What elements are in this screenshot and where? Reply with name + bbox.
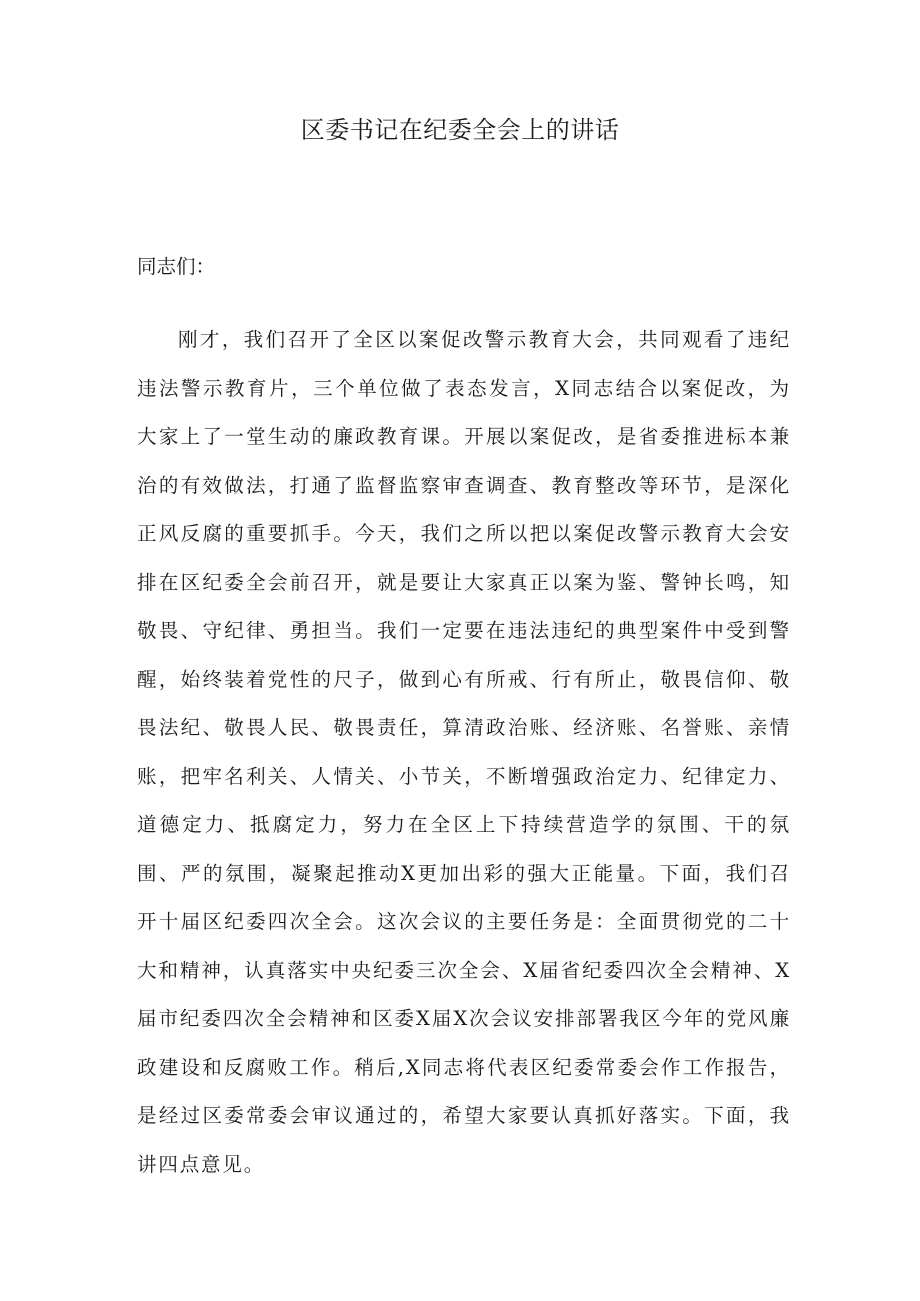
document-title: 区委书记在纪委全会上的讲话 [300, 116, 620, 144]
salutation: 同志们： [137, 255, 216, 278]
body-paragraph: 刚才，我们召开了全区以案促改警示教育大会，共同观看了违纪违法警示教育片，三个单位做了表态发言，X同志结合以案促改，为大家上了一堂生动的廉政教育课。开展以案促改，是省委推进标本兼治的有效做法，打通了监督监察审查调查、教育整改等环节，是深化正风反腐的重要抓手。今天，我们之所以把以案促改警示教育大会安排在区纪委全会前召开，就是要让大家真正以案为鉴、警钟长鸣，知敬畏、守纪律、勇担当。我们一定要在违法违纪的典型案件中受到警醒，始终装着党性的尺子，做到心有所戒、行有所止，敬畏信仰、敬畏法纪、敬畏人民、敬畏责任，算清政治账、经济账、名誉账、亲情账，把牢名利关、人情关、小节关，不断增强政治定力、纪律定力、道德定力、抵腐定力，努力在全区上下持续营造学的氛围、干的氛围、严的氛围，凝聚起推动X更加出彩的强大正能量。下面，我们召开十届区纪委四次全会。这次会议的主要任务是：全面贯彻党的二十大和精神，认真落实中央纪委三次全会、X届省纪委四次全会精神、X届市纪委四次全会精神和区委X届X次会议安排部署我区今年的党风廉政建设和反腐败工作。稍后,X同志将代表区纪委常委会作工作报告，是经过区委常委会审议通过的，希望大家要认真抓好落实。下面，我讲四点意见。 [137, 328, 791, 1176]
